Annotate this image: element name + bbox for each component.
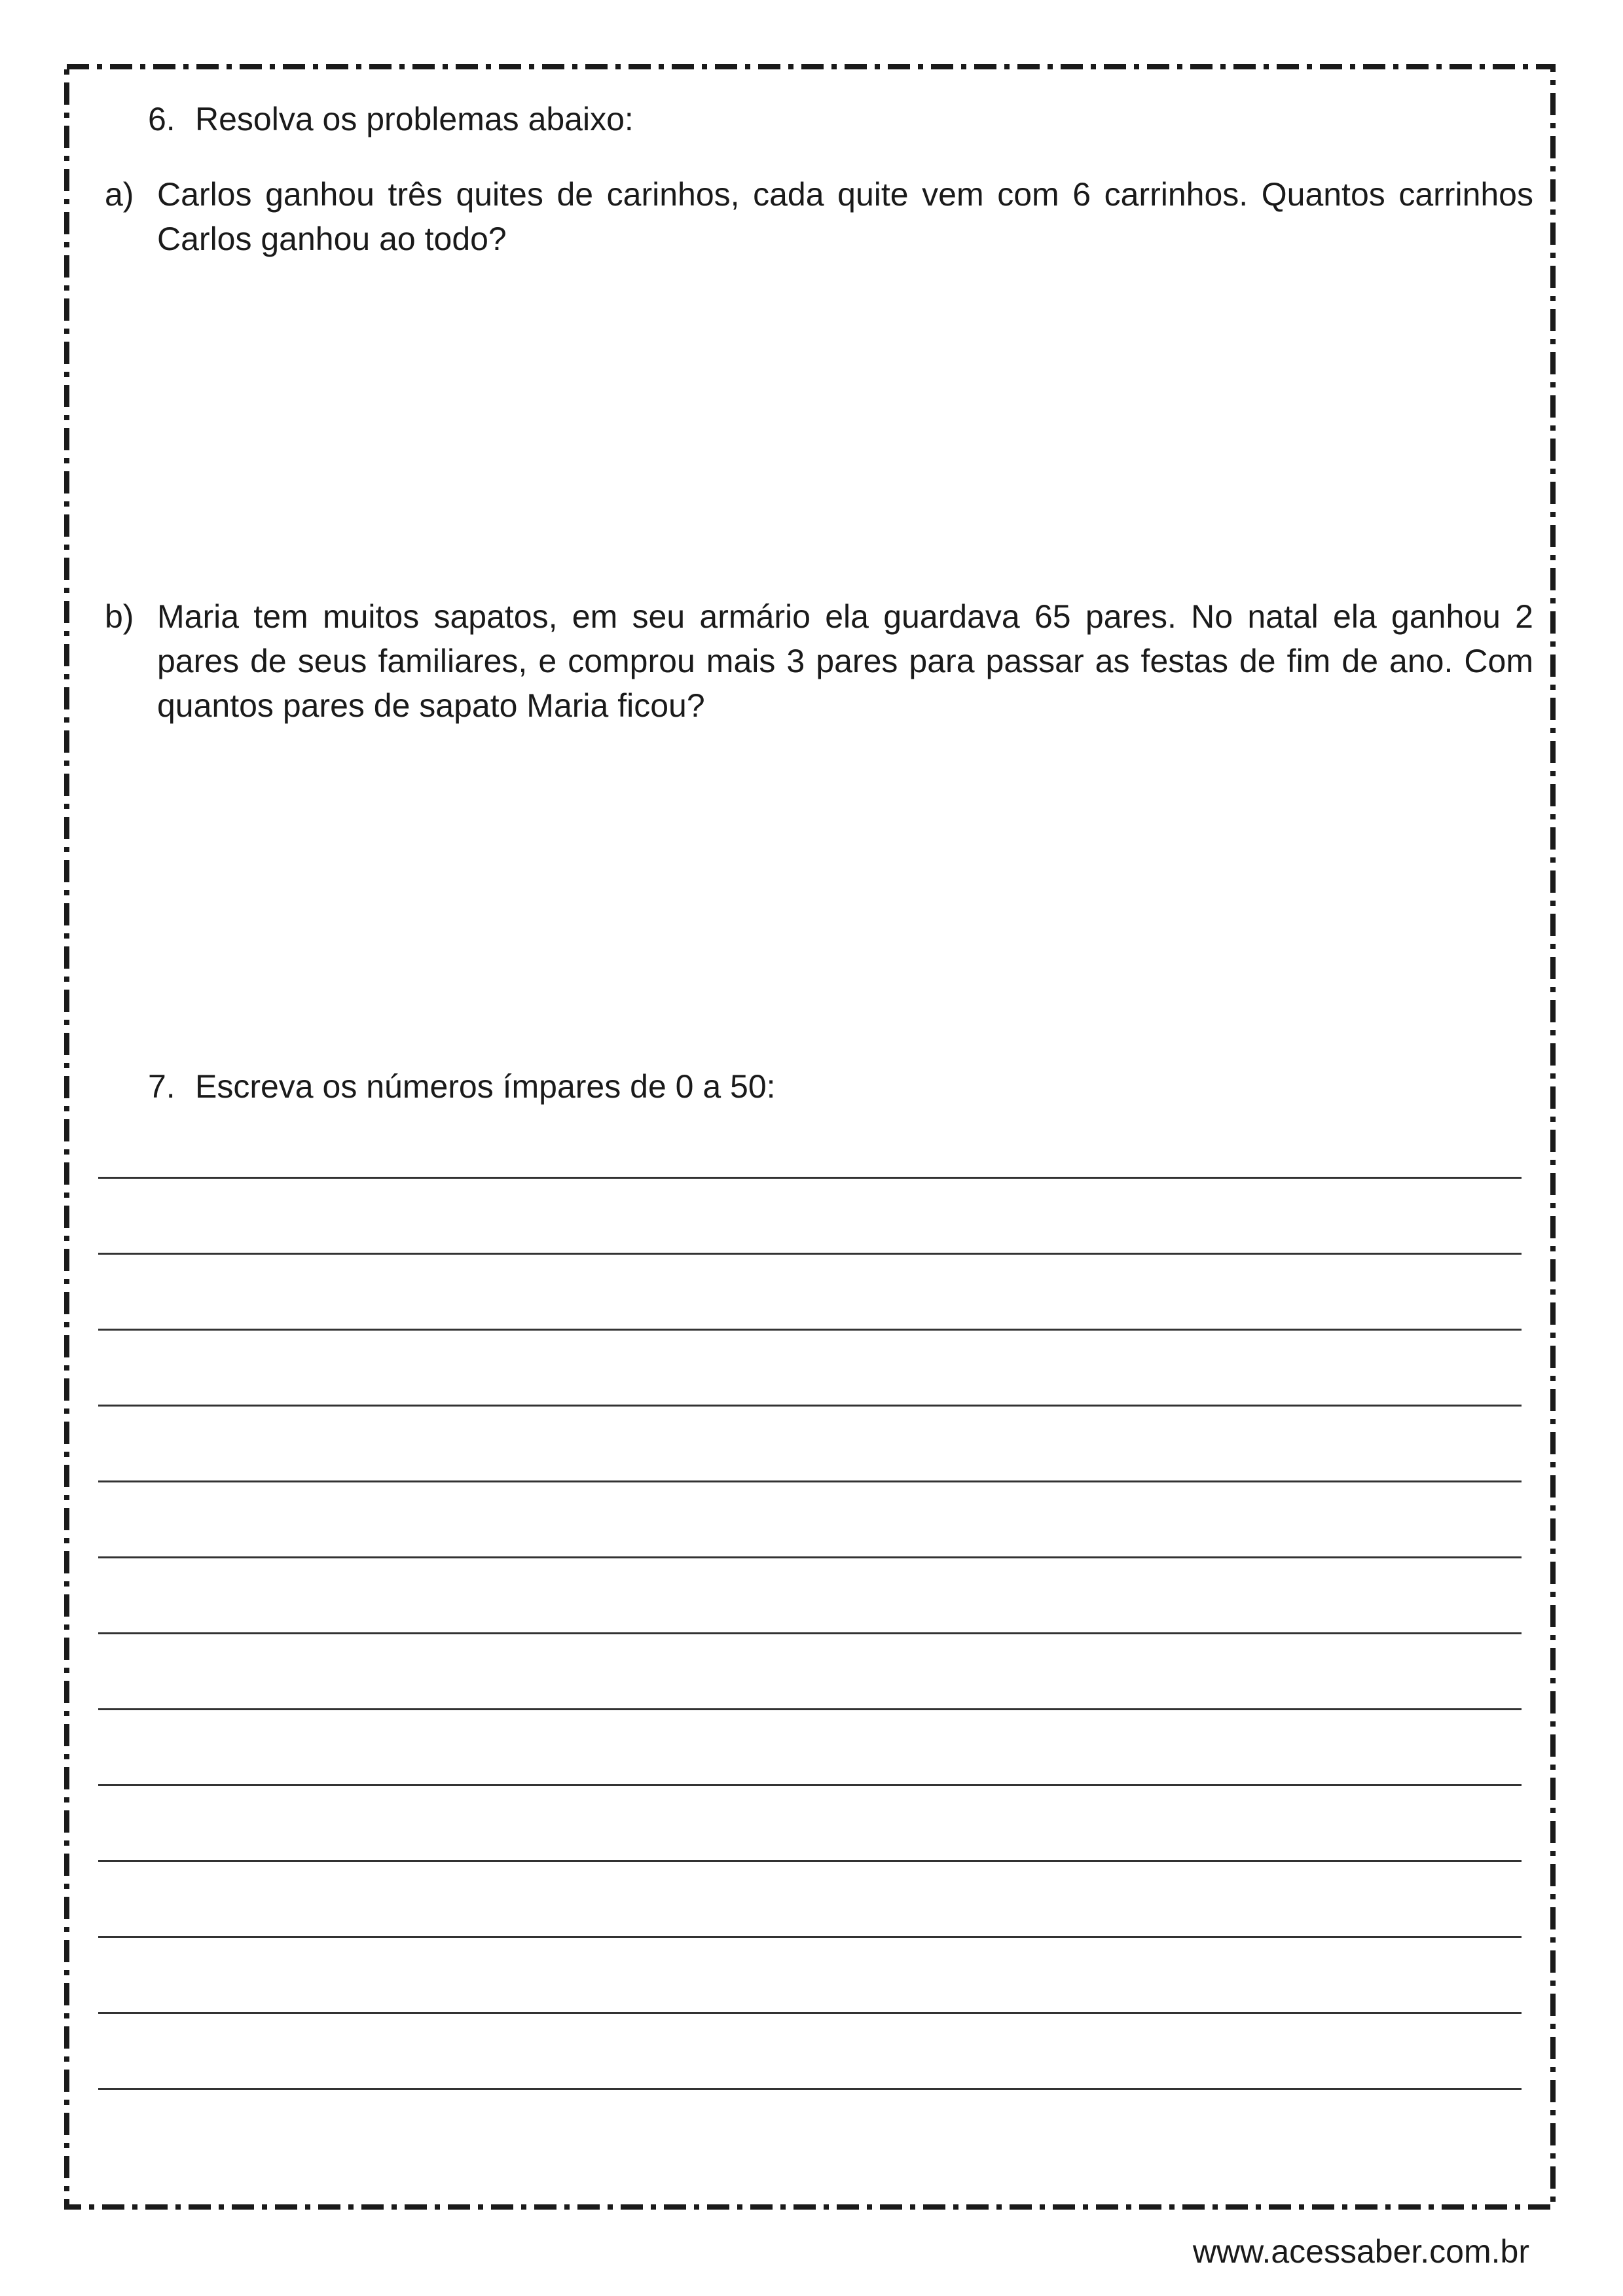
answer-line[interactable]	[98, 1936, 1522, 1938]
answer-line[interactable]	[98, 1253, 1522, 1255]
problem-b	[105, 594, 1533, 728]
answer-line[interactable]	[98, 1177, 1522, 1179]
question-7-number: 7.	[148, 1068, 175, 1105]
question-6-title: Resolva os problemas abaixo:	[195, 101, 634, 137]
question-6-heading	[148, 99, 634, 139]
answer-line[interactable]	[98, 1632, 1522, 1634]
question-7-title: Escreva os números ímpares de 0 a 50:	[195, 1068, 776, 1105]
answer-line[interactable]	[98, 1405, 1522, 1407]
problem-a-text: Carlos ganhou três quites de carinhos, cada quite vem com 6 carrinhos. Quantos carrinhos Carlos ganhou ao todo?	[157, 176, 1533, 257]
answer-line[interactable]	[98, 2088, 1522, 2090]
answer-line[interactable]	[98, 1860, 1522, 1862]
dashed-page-border	[63, 63, 1557, 2211]
footer-website: www.acessaber.com.br	[1192, 2233, 1529, 2270]
answer-line[interactable]	[98, 1784, 1522, 1786]
question-7-heading	[148, 1067, 776, 1106]
answer-line[interactable]	[98, 1556, 1522, 1558]
answer-line[interactable]	[98, 1708, 1522, 1710]
problem-b-text: Maria tem muitos sapatos, em seu armário ela guardava 65 pares. No natal ela ganhou 2 pares de seus familiares, e comprou mais 3 pares para passar as festas de fim de ano. Com quantos pares de sapato Maria ficou?	[157, 598, 1533, 724]
problem-b-label: b)	[105, 598, 134, 635]
answer-line[interactable]	[98, 1329, 1522, 1331]
answer-line[interactable]	[98, 2012, 1522, 2014]
border-svg	[63, 63, 1557, 2211]
problem-a	[105, 172, 1533, 261]
problem-a-label: a)	[105, 176, 134, 213]
question-6-number: 6.	[148, 101, 175, 137]
answer-line[interactable]	[98, 1480, 1522, 1482]
